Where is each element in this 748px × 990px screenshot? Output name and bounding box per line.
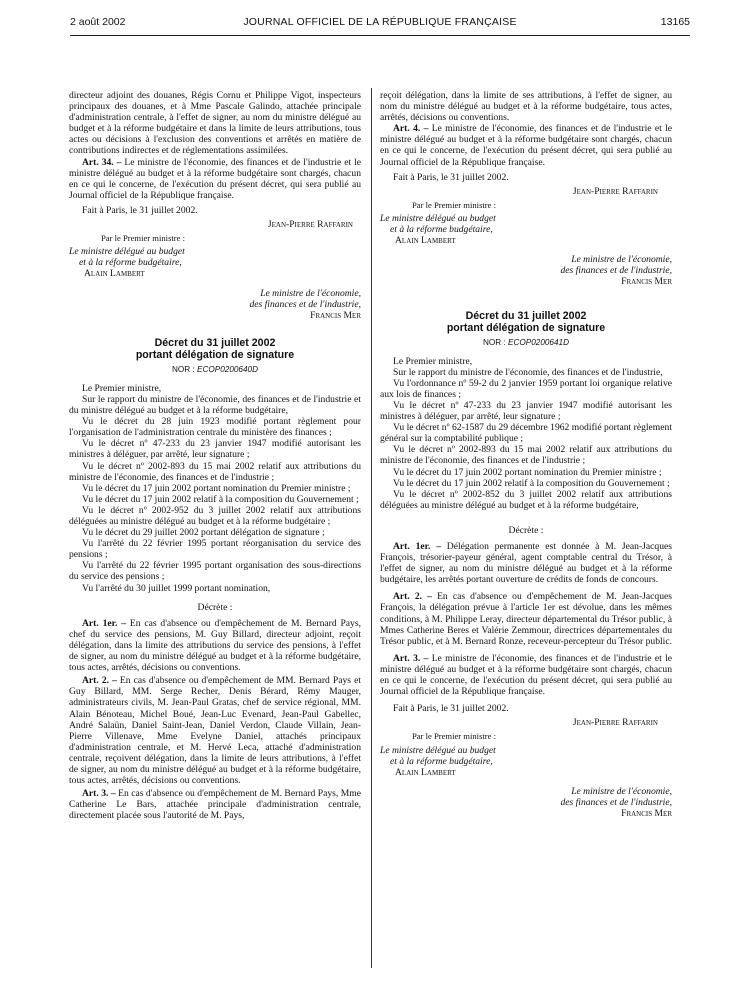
column-divider <box>371 88 372 968</box>
minister-title-line: et à la réforme budgétaire, <box>79 257 182 269</box>
article-text: En cas d'absence ou d'empêchement de M. Jean-Jacques François, la délégation prévue à l'article 1er est dévolue, dans les mêmes conditions, à M. Philippe Leray, directeur départemental du Trésor public, à Mmes Catherine Beres et Valérie Zemmour, directrices départementales du Trésor public, et à M. Bernard Ronze, receveur-percepteur du Trésor public. <box>380 591 672 647</box>
visa: Vu le décret nº 2002-893 du 15 mai 2002 relatif aux attributions du ministre de l'économie, des finances et de l'industrie ; <box>380 444 672 467</box>
article-2 <box>380 591 672 646</box>
visa: Sur le rapport du ministre de l'économie, des finances et de l'industrie et du ministre délégué au budget et à la réforme budgétaire, <box>69 393 361 417</box>
article-label: Art. 2. – <box>393 591 432 603</box>
article-text: Délégation permanente est donnée à M. Jean-Jacques François, trésorier-payeur général, agent comptable central du Trésor, à l'effet de signer, au nom du ministre délégué au budget et à la réforme budgétaire, les arrêtés portant ouverture de crédits de fonds de concours. <box>380 541 672 586</box>
fait-a-paris: Fait à Paris, le 31 juillet 2002. <box>393 703 509 715</box>
minister-name: Alain Lambert <box>84 268 145 280</box>
minister-title-line: Le ministre délégué au budget <box>380 744 496 756</box>
visa: Vu l'arrêté du 22 février 1995 portant réorganisation du service des pensions ; <box>69 538 361 561</box>
article-label: Art. 1er. – <box>393 541 441 552</box>
article-4 <box>380 123 672 167</box>
page-header <box>70 14 690 30</box>
article-label: Art. 1er. – <box>82 617 127 629</box>
visa: Vu l'arrêté du 22 février 1995 portant organisation des sous-directions du service des pensions ; <box>69 560 361 583</box>
minister-title-line: des finances et de l'industrie, <box>560 265 672 277</box>
visa: Vu le décret du 17 juin 2002 relatif à la composition du Gouvernement ; <box>82 493 359 505</box>
article-text: Le ministre de l'économie, des finances et de l'industrie et le ministre délégué au budget et à la réforme budgétaire sont chargés, chacun en ce qui le concerne, de l'exécution du présent décret, qui sera publié au Journal officiel de la République française. <box>380 652 672 698</box>
minister-economy-block <box>69 288 361 321</box>
minister-title-line: Le ministre de l'économie, <box>571 254 672 266</box>
header-date: 2 août 2002 <box>70 16 126 28</box>
decree-title-line: Décret du 31 juillet 2002 <box>154 336 276 349</box>
visa: Sur le rapport du ministre de l'économie, des finances et de l'industrie, <box>393 366 663 378</box>
decrete-heading: Décrète : <box>508 524 544 536</box>
nor-code: ECOP0200640D <box>197 364 259 374</box>
article-label: Art. 3. – <box>82 788 116 800</box>
premier-ministre: Le Premier ministre, <box>393 355 473 367</box>
decree-title <box>380 310 672 334</box>
visa: Vu le décret nº 2002-952 du 3 juillet 2002 relatif aux attributions déléguées au ministre délégué au budget et à la réforme budgétaire ; <box>69 504 361 527</box>
left-column <box>69 90 361 821</box>
decree-title-line: portant délégation de signature <box>446 321 606 334</box>
signatory-name: Jean-Pierre Raffarin <box>572 185 658 197</box>
minister-budget-block <box>380 745 672 778</box>
visa: Vu l'arrêté du 30 juillet 1999 portant nomination, <box>82 582 271 594</box>
visa: Vu le décret nº 2002-893 du 15 mai 2002 relatif aux attributions du ministre de l'économie, des finances et de l'industrie ; <box>69 460 361 483</box>
nor-label: NOR : <box>482 337 509 347</box>
visa: Vu le décret nº 47-233 du 23 janvier 1947 modifié autorisant les ministres à déléguer, par arrêté, leur signature ; <box>380 399 672 423</box>
minister-title-line: et à la réforme budgétaire, <box>390 755 493 767</box>
article-label: Art. 2. – <box>82 675 117 687</box>
article-text: Le ministre de l'économie, des finances et de l'industrie et le ministre délégué au budget et à la réforme budgétaire sont chargés, chacun en ce qui le concerne, de l'exécution du présent décret, qui sera publié au Journal officiel de la République française. <box>380 123 672 168</box>
article-text: En cas d'absence ou d'empêchement de M. Bernard Pays, chef du service des pensions, M. Guy Billard, directeur adjoint, reçoit délégation, dans la limite des attributions du service des pensions, à l'effet de signer, au nom du ministre délégué au budget et à la réforme budgétaire, tous actes, arrêtés, décisions ou conventions. <box>69 617 361 674</box>
visa: Vu le décret nº 62-1587 du 29 décembre 1962 modifié portant règlement général sur la comptabilité publique ; <box>380 422 672 445</box>
article-text: Le ministre de l'économie, des finances et de l'industrie et le ministre délégué au budget et à la réforme budgétaire sont chargés, chacun en ce qui le concerne, de l'exécution du présent décret, qui sera publié au Journal officiel de la République française. <box>69 156 361 201</box>
par-premier-ministre: Par le Premier ministre : <box>101 233 186 244</box>
decree-title-line: Décret du 31 juillet 2002 <box>465 309 587 322</box>
minister-name: Francis Mer <box>621 807 672 819</box>
article-label: Art. 34. – <box>82 156 122 168</box>
minister-title-line: Le ministre délégué au budget <box>69 246 185 258</box>
minister-title-line: Le ministre délégué au budget <box>380 212 496 224</box>
article-3 <box>380 653 672 697</box>
decrete-heading: Décrète : <box>197 601 233 613</box>
article-label: Art. 3. – <box>393 652 429 664</box>
nor-reference <box>380 337 672 348</box>
article-label: Art. 4. – <box>393 123 429 135</box>
header-rule <box>70 35 690 36</box>
signatory-name: Jean-Pierre Raffarin <box>267 219 353 231</box>
minister-title-line: Le ministre de l'économie, <box>260 287 361 299</box>
minister-title-line: des finances et de l'industrie, <box>249 298 361 310</box>
minister-title-line: et à la réforme budgétaire, <box>390 224 493 236</box>
signatory-name: Jean-Pierre Raffarin <box>572 717 658 729</box>
nor-code: ECOP0200641D <box>508 337 570 347</box>
nor-label: NOR : <box>171 364 198 374</box>
article-text: En cas d'absence ou d'empêchement de M. Bernard Pays, Mme Catherine Le Bars, attachée principale d'administration centrale, directement placée sous l'autorité de M. Pays, <box>69 788 361 822</box>
article-34 <box>69 157 361 201</box>
article-3 <box>69 788 361 821</box>
par-premier-ministre: Par le Premier ministre : <box>412 731 497 742</box>
fait-a-paris: Fait à Paris, le 31 juillet 2002. <box>393 171 509 183</box>
minister-budget-block <box>380 213 672 246</box>
minister-name: Alain Lambert <box>395 766 456 778</box>
visa: Vu le décret du 29 juillet 2002 portant délégation de signature ; <box>82 527 325 539</box>
decree-title <box>69 337 361 361</box>
nor-reference <box>69 364 361 375</box>
visa: Vu le décret du 28 juin 1923 modifié portant règlement pour l'organisation de l'administration centrale du ministère des finances ; <box>69 416 361 439</box>
visa: Vu le décret du 17 juin 2002 portant nomination du Premier ministre ; <box>393 466 662 478</box>
visa: Vu le décret du 17 juin 2002 relatif à la composition du Gouvernement ; <box>393 477 670 489</box>
journal-title: JOURNAL OFFICIEL DE LA RÉPUBLIQUE FRANÇAISE <box>243 16 517 28</box>
premier-ministre: Le Premier ministre, <box>82 382 162 394</box>
page-number: 13165 <box>660 16 690 28</box>
article-2 <box>69 675 361 786</box>
minister-name: Alain Lambert <box>395 235 456 247</box>
minister-economy-block <box>380 254 672 287</box>
minister-name: Francis Mer <box>621 276 672 288</box>
minister-title-line: Le ministre de l'économie, <box>571 785 672 797</box>
minister-economy-block <box>380 786 672 819</box>
minister-name: Francis Mer <box>310 309 361 321</box>
visa: Vu le décret nº 47-233 du 23 janvier 1947 modifié autorisant les ministres à déléguer, par arrêté, leur signature ; <box>69 438 361 461</box>
right-column <box>380 90 672 819</box>
par-premier-ministre: Par le Premier ministre : <box>412 199 497 210</box>
article-text: En cas d'absence ou d'empêchement de MM. Bernard Pays et Guy Billard, MM. Serge Recher, Denis Bérard, Rémy Mauger, administrateurs civils, M. Jean-Paul Gratas, chef de service régional, MM. Alain Bénoteau, Michel Boué, Jean-Luc Evenard, Jean-Paul Gabellec, André Salaün, Daniel Saint-Jean, Daniel Verdon, Claude Villain, Jean-Pierre Villenave, Mme Evelyne Daniel, attachés principaux d'administration centrale, et M. Hervé Leca, attaché d'administration centrale, reçoivent délégation, dans la limite de leurs attributions, à l'effet de signer, au nom du ministre délégué au budget et à la réforme budgétaire, tous actes, arrêtés, décisions ou conventions. <box>69 675 361 787</box>
visa: Vu le décret nº 2002-852 du 3 juillet 2002 relatif aux attributions déléguées au ministre délégué au budget et à la réforme budgétaire, <box>380 488 672 511</box>
article-1 <box>380 541 672 585</box>
continuation-paragraph: directeur adjoint des douanes, Régis Cornu et Philippe Vigot, inspecteurs principaux des douanes, et à Mme Pascale Galindo, attachée principale d'administration centrale, à l'effet de signer, au nom du ministre délégué au budget et à la réforme budgétaire et dans la limite de leurs attributions, tous actes ou décisions à l'exclusion des conventions et arrêtés en matière de contributions indirectes et de réglementations assimilées. <box>69 90 361 157</box>
visa: Vu l'ordonnance nº 59-2 du 2 janvier 1959 portant loi organique relative aux lois de finances ; <box>380 377 672 400</box>
decree-title-line: portant délégation de signature <box>135 348 295 361</box>
fait-a-paris: Fait à Paris, le 31 juillet 2002. <box>82 204 198 216</box>
minister-title-line: des finances et de l'industrie, <box>560 796 672 808</box>
visa: Vu le décret du 17 juin 2002 portant nomination du Premier ministre ; <box>82 482 351 494</box>
minister-budget-block <box>69 246 361 279</box>
continuation-paragraph: reçoit délégation, dans la limite de ses attributions, à l'effet de signer, au nom du ministre délégué au budget et à la réforme budgétaire, tous actes, arrêtés, décisions ou conventions. <box>380 90 672 124</box>
article-1 <box>69 618 361 673</box>
